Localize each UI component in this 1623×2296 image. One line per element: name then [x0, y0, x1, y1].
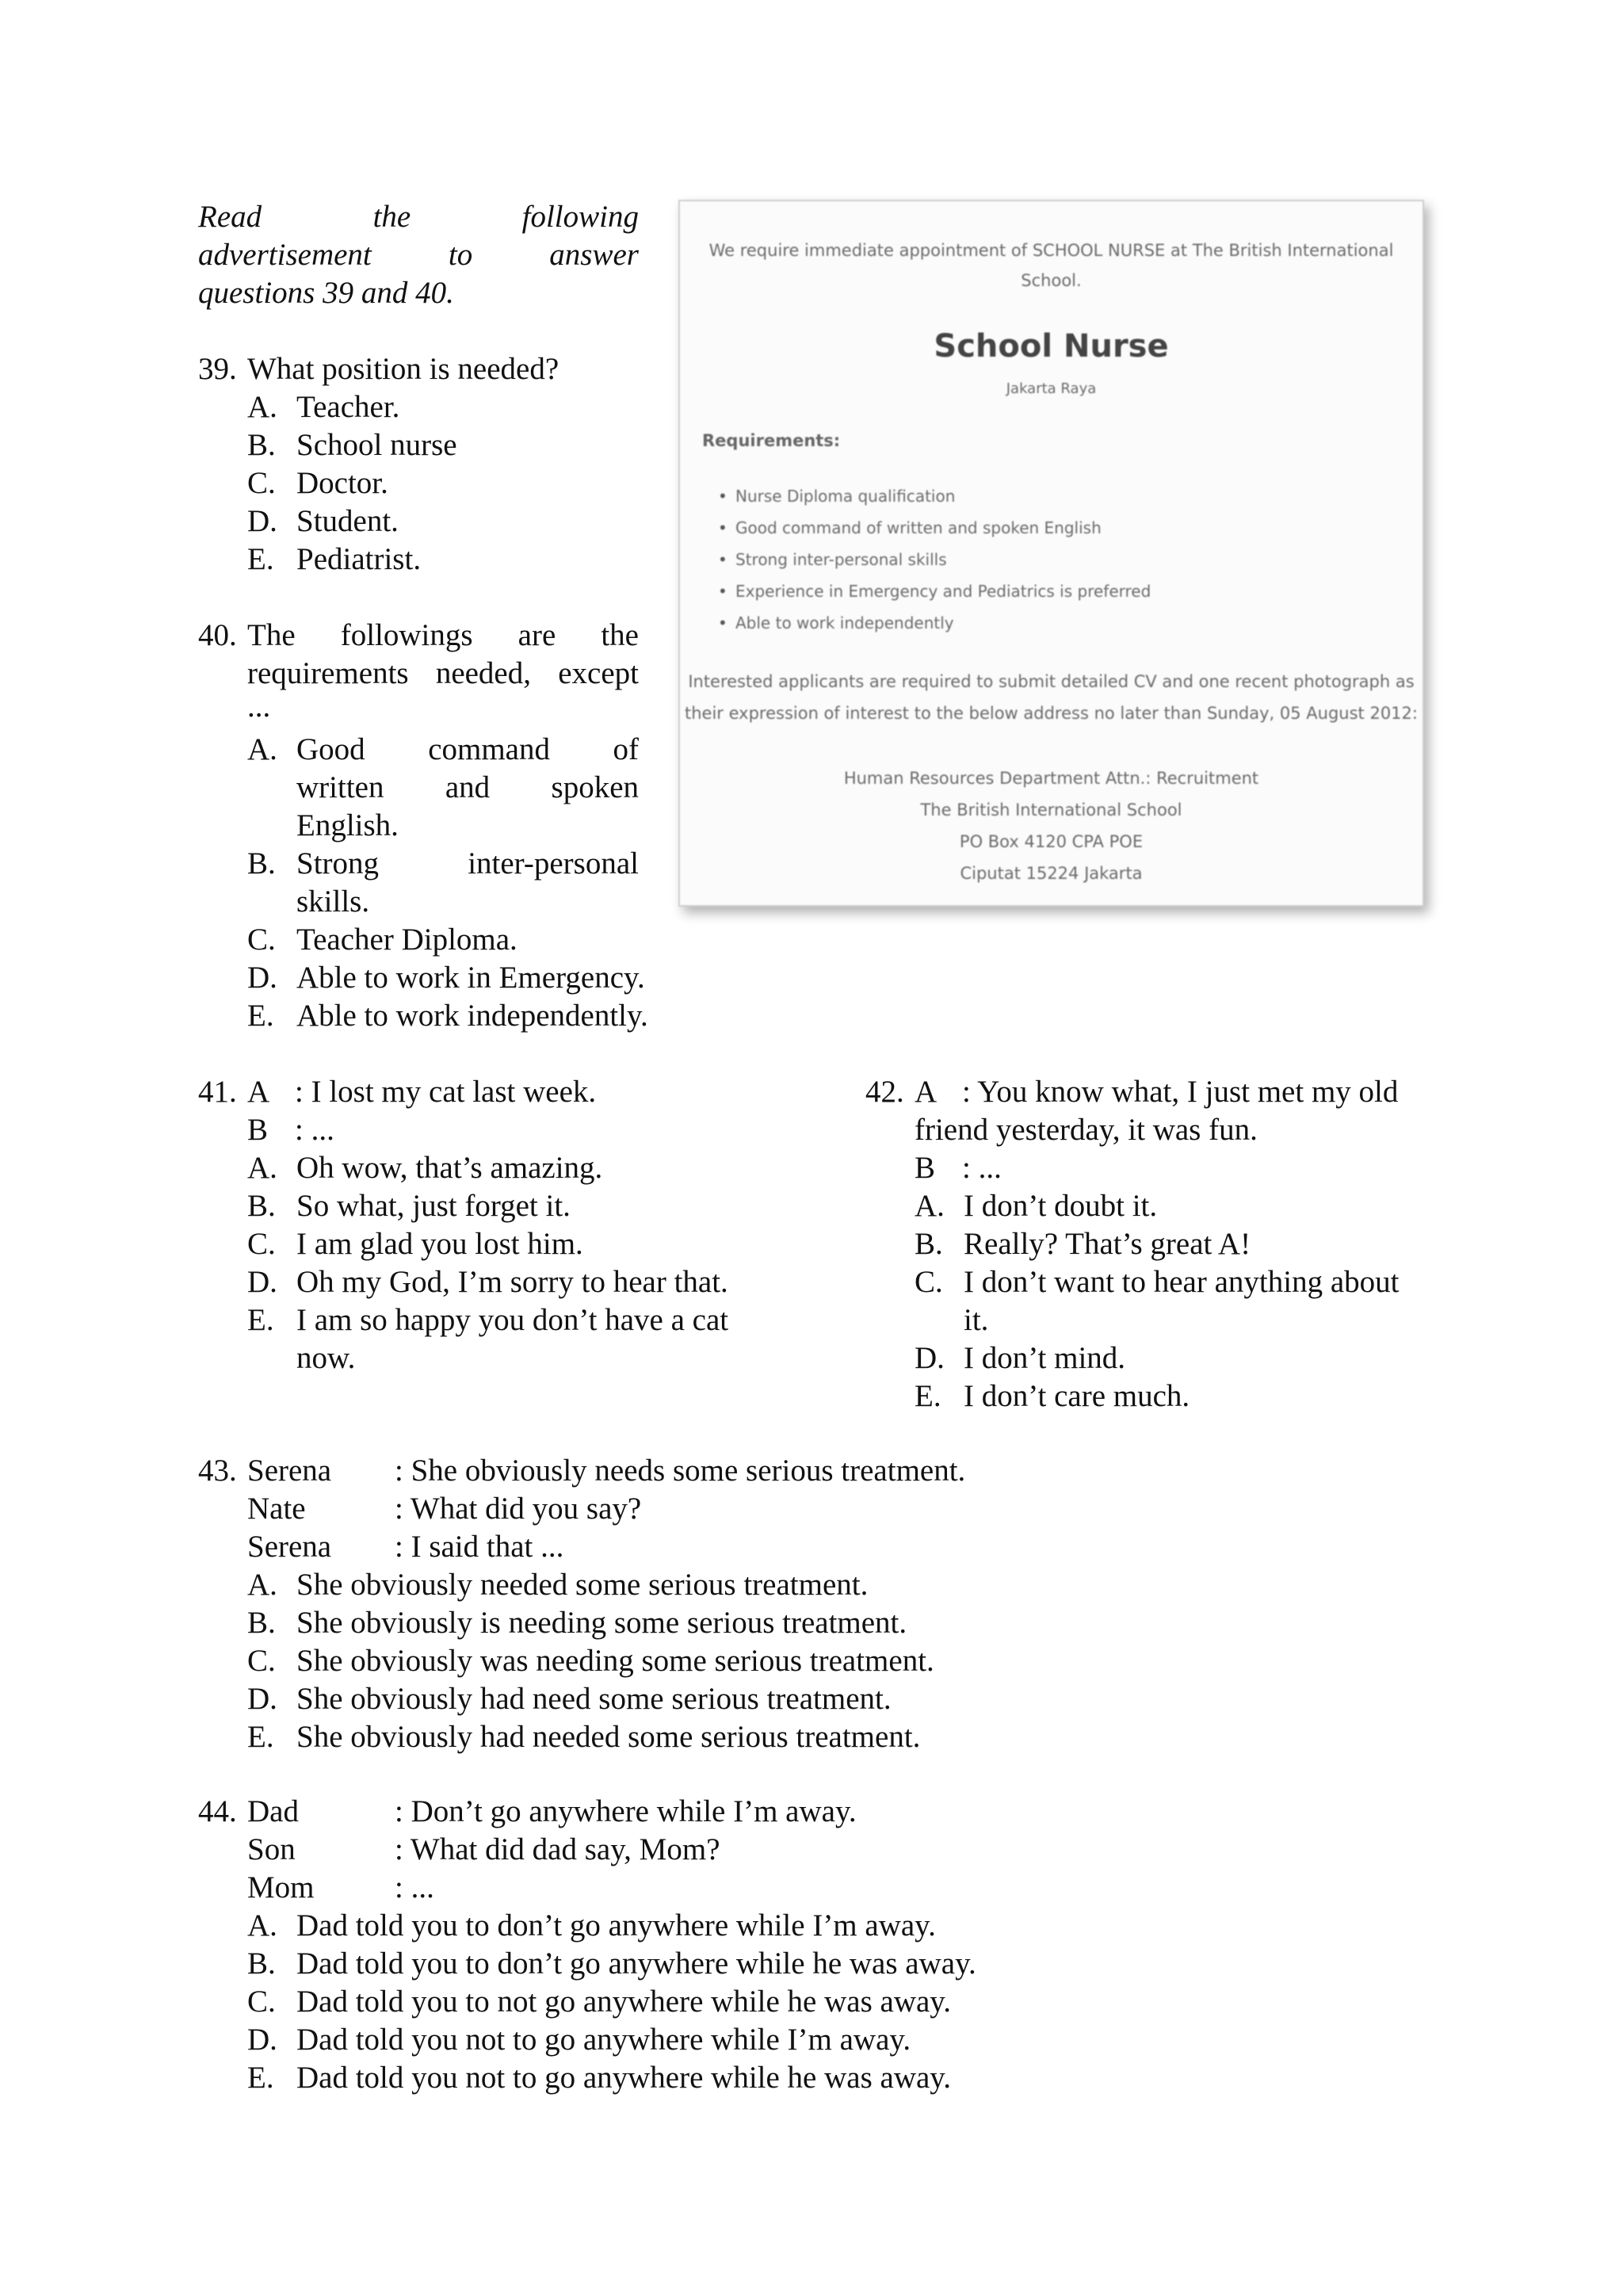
speaker-line: : You know what, I just met my old: [962, 1075, 1399, 1109]
speaker-label: A: [247, 1075, 270, 1109]
option-letter: B.: [247, 1606, 276, 1640]
option-letter: C.: [915, 1265, 943, 1299]
advertisement-image: [678, 200, 1424, 907]
speaker-line: : ...: [395, 1870, 434, 1904]
option-text: Oh my God, I’m sorry to hear that.: [296, 1265, 728, 1299]
speaker-line: : She obviously needs some serious treatment.: [395, 1454, 966, 1488]
ad-address-line: Human Resources Department Attn.: Recruitment: [843, 769, 1259, 788]
speaker-label: Nate: [247, 1492, 306, 1526]
question-number: 44.: [198, 1794, 237, 1828]
option-letter: E.: [247, 999, 274, 1033]
option-letter: E.: [247, 1720, 274, 1754]
option-letter: B.: [247, 1946, 276, 1981]
question-number: 41.: [198, 1075, 237, 1109]
option-letter: A.: [247, 390, 277, 424]
option-letter: C.: [247, 1985, 276, 2019]
intro-word: advertisement: [198, 238, 372, 272]
option-text: English.: [296, 808, 399, 842]
answer-option[interactable]: [247, 731, 639, 845]
speaker-line: : ...: [962, 1151, 1002, 1185]
intro-text: [198, 198, 639, 317]
option-letter: B.: [247, 1189, 276, 1223]
option-letter: C.: [247, 1644, 276, 1678]
answer-option[interactable]: [915, 1263, 1438, 1339]
question-number: 39.: [198, 352, 237, 386]
speaker-label: A: [915, 1075, 938, 1109]
ad-location: Jakarta Raya: [1006, 380, 1097, 397]
option-text: She obviously had needed some serious treatment.: [296, 1720, 921, 1754]
ad-address-line: Ciputat 15224 Jakarta: [960, 864, 1143, 883]
intro-word: answer: [549, 238, 639, 272]
option-letter: E.: [247, 542, 274, 576]
speaker-label: B: [247, 1113, 269, 1147]
option-text: Dad told you to don’t go anywhere while he was away.: [296, 1946, 976, 1981]
option-text: Teacher.: [296, 390, 400, 424]
option-text: I don’t want to hear anything about: [964, 1265, 1400, 1299]
option-text: I don’t care much.: [964, 1379, 1190, 1413]
option-letter: C.: [247, 466, 276, 500]
ad-requirement: • Able to work independently: [735, 613, 954, 632]
option-letter: A.: [915, 1189, 945, 1223]
option-text: She obviously is needing some serious treatment.: [296, 1606, 907, 1640]
option-text: Dad told you not to go anywhere while I’m away.: [296, 2023, 911, 2057]
question-number: 42.: [865, 1075, 904, 1109]
option-text: Doctor.: [296, 466, 388, 500]
intro-word: following: [521, 200, 639, 234]
option-letter: A.: [247, 1908, 277, 1943]
option-letter: C.: [247, 1227, 276, 1261]
intro-line-3: questions 39 and 40.: [198, 276, 454, 310]
option-text: Oh wow, that’s amazing.: [296, 1151, 603, 1185]
ad-address-line: PO Box 4120 CPA POE: [959, 832, 1144, 851]
ad-requirements-label: Requirements:: [702, 431, 841, 450]
question-42: [865, 1073, 1468, 1422]
ad-intro-line: We require immediate appointment of SCHOOL NURSE at The British International: [708, 241, 1394, 260]
option-text: it.: [964, 1303, 989, 1337]
option-text: Dad told you not to go anywhere while he was away.: [296, 2061, 952, 2095]
option-text: Pediatrist.: [296, 542, 422, 576]
option-letter: A.: [247, 1151, 277, 1185]
option-letter: B.: [247, 428, 276, 462]
option-text: I don’t mind.: [964, 1341, 1126, 1375]
option-text: Strong inter-personal: [296, 846, 639, 881]
speaker-line: friend yesterday, it was fun.: [915, 1113, 1258, 1147]
speaker-line: : What did you say?: [395, 1492, 642, 1526]
option-text: She obviously was needing some serious treatment.: [296, 1644, 934, 1678]
question-text: ...: [247, 690, 271, 724]
speaker-line: : I said that ...: [395, 1530, 564, 1564]
option-text: Teacher Diploma.: [296, 923, 517, 957]
question-text: What position is needed?: [247, 352, 559, 386]
option-text: She obviously needed some serious treatment.: [296, 1568, 869, 1602]
speaker-line: : Don’t go anywhere while I’m away.: [395, 1794, 857, 1828]
speaker-line: : I lost my cat last week.: [295, 1075, 597, 1109]
option-text: written and spoken: [296, 770, 639, 804]
question-43: [198, 1452, 1149, 1761]
option-letter: E.: [247, 2061, 274, 2095]
question-number: 43.: [198, 1454, 237, 1488]
speaker-label: Son: [247, 1832, 296, 1866]
intro-word: Read: [198, 200, 262, 234]
answer-option[interactable]: [247, 845, 639, 921]
ad-note: their expression of interest to the below address no later than Sunday, 05 August 2012:: [685, 704, 1418, 723]
option-text: Student.: [296, 504, 399, 538]
ad-requirement: • Experience in Emergency and Pediatrics is preferred: [735, 582, 1151, 601]
option-text: Good command of: [296, 732, 639, 766]
answer-option[interactable]: [247, 1301, 802, 1377]
question-40: [198, 617, 713, 1037]
option-letter: D.: [247, 1682, 277, 1716]
question-text: requirements needed, except: [247, 656, 639, 690]
option-text: I am so happy you don’t have a cat: [296, 1303, 729, 1337]
option-text: now.: [296, 1341, 356, 1375]
option-text: So what, just forget it.: [296, 1189, 571, 1223]
speaker-line: : What did dad say, Mom?: [395, 1832, 720, 1866]
speaker-label: Mom: [247, 1870, 315, 1904]
ad-requirement: • Strong inter-personal skills: [735, 550, 947, 569]
speaker-label: Serena: [247, 1454, 332, 1488]
question-44: [198, 1793, 1149, 2102]
option-text: Really? That’s great A!: [964, 1227, 1251, 1261]
ad-note: Interested applicants are required to submit detailed CV and one recent photograph as: [688, 672, 1415, 691]
option-letter: E.: [247, 1303, 274, 1337]
question-39: [198, 350, 674, 580]
option-letter: E.: [915, 1379, 941, 1413]
option-text: I don’t doubt it.: [964, 1189, 1158, 1223]
option-letter: C.: [247, 923, 276, 957]
question-number: 40.: [198, 618, 237, 652]
question-41: [198, 1073, 832, 1375]
option-letter: D.: [915, 1341, 945, 1375]
option-letter: D.: [247, 504, 277, 538]
option-letter: A.: [247, 732, 277, 766]
question-text: The followings are the: [247, 618, 639, 652]
option-letter: D.: [247, 2023, 277, 2057]
ad-address-line: The British International School: [920, 800, 1182, 819]
option-letter: D.: [247, 961, 277, 995]
ad-intro-line: School.: [1021, 271, 1082, 290]
option-text: Able to work independently.: [296, 999, 648, 1033]
ad-requirement: • Good command of written and spoken English: [735, 518, 1102, 537]
option-letter: B.: [247, 846, 276, 881]
option-letter: A.: [247, 1568, 277, 1602]
intro-line-2: [198, 236, 639, 274]
ad-title: School Nurse: [934, 328, 1169, 365]
option-letter: D.: [247, 1265, 277, 1299]
intro-word: to: [448, 238, 473, 272]
option-text: skills.: [296, 884, 370, 919]
speaker-label: B: [915, 1151, 936, 1185]
option-text: Dad told you to don’t go anywhere while I’m away.: [296, 1908, 936, 1943]
option-text: She obviously had need some serious treatment.: [296, 1682, 892, 1716]
option-text: Able to work in Emergency.: [296, 961, 645, 995]
option-text: Dad told you to not go anywhere while he was away.: [296, 1985, 952, 2019]
intro-word: the: [372, 200, 411, 234]
option-text: I am glad you lost him.: [296, 1227, 583, 1261]
speaker-label: Serena: [247, 1530, 332, 1564]
speaker-label: Dad: [247, 1794, 299, 1828]
intro-line-1: [198, 198, 639, 236]
speaker-line: : ...: [295, 1113, 334, 1147]
ad-requirement: • Nurse Diploma qualification: [735, 487, 955, 506]
option-letter: B.: [915, 1227, 943, 1261]
option-text: School nurse: [296, 428, 457, 462]
